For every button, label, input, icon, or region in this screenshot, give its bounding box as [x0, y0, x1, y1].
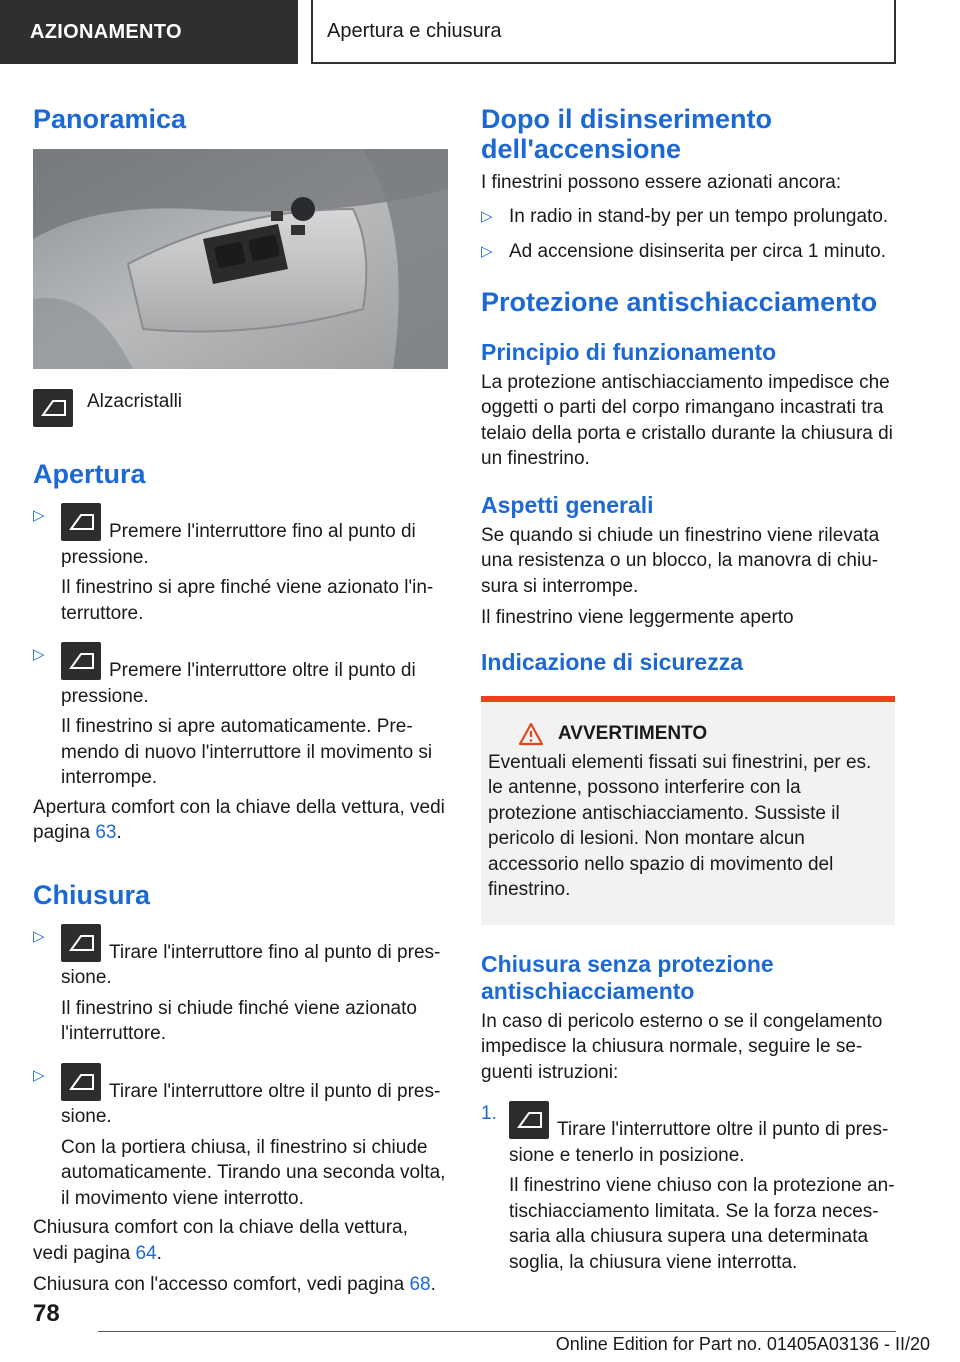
general-text-2: Il finestrino viene leggermente aperto	[481, 607, 794, 628]
general-heading: Aspetti generali	[481, 491, 654, 518]
page-number: 78	[33, 1300, 60, 1327]
after-ignition-heading: Dopo il disinserimento dell'accensione	[481, 104, 773, 164]
list-item	[33, 642, 448, 791]
list-item	[481, 1101, 895, 1275]
left-column	[33, 100, 448, 1298]
list-item: ▷ Ad accensione disinserita per circa 1 minuto.	[481, 239, 895, 265]
safety-heading: Indicazione di sicurezza	[481, 648, 744, 675]
warning-triangle-icon	[518, 722, 544, 746]
footer-edition: Online Edition for Part no. 01405A03136 - II/20	[555, 1334, 930, 1354]
triangle-bullet-icon: ▷	[481, 207, 493, 225]
list-item	[33, 503, 448, 626]
page-link-68[interactable]: 68	[409, 1274, 431, 1295]
window-switch-icon	[61, 1063, 101, 1101]
triangle-bullet-icon: ▷	[33, 507, 45, 524]
window-switch-photo	[33, 149, 448, 369]
section-tab: AZIONAMENTO	[0, 0, 298, 64]
window-switch-icon	[33, 389, 73, 427]
list-item: ▷ In radio in stand-by per un tempo prolungato.	[481, 204, 895, 230]
right-column	[481, 100, 895, 1275]
caption-text: Alzacristalli	[87, 391, 183, 412]
without-protection-heading: Chiusura senza protezione antischiacciamento	[481, 950, 774, 1004]
item-text: Tirare l'interruttore oltre il punto di pressione.	[61, 1080, 441, 1127]
window-switch-icon	[509, 1101, 549, 1139]
page-link-64[interactable]: 64	[135, 1242, 157, 1264]
chapter-tab: Apertura e chiusura	[311, 0, 896, 64]
item-subtext: Il finestrino si apre automaticamente. Premendo di nuovo l'interruttore il movimento si interrompe.	[61, 716, 433, 788]
opening-comfort-text: Apertura comfort con la chiave della vettura, vedi pagina 63.	[33, 796, 445, 843]
overview-heading: Panoramica	[33, 104, 187, 134]
step-number: 1.	[481, 1103, 497, 1124]
footer-divider	[98, 1331, 896, 1332]
closing-comfort-text: Chiusura comfort con la chiave della vettura, vedi pagina 64.	[33, 1217, 408, 1264]
principle-text: La protezione antischiacciamento impedisce che oggetti o parti del corpo rimangano incastrati tra telaio della porta e cristallo durante la chiusura di un finestrino.	[481, 371, 893, 469]
opening-heading: Apertura	[33, 459, 146, 489]
after-ignition-intro: I finestrini possono essere azionati ancora:	[481, 172, 842, 193]
item-text: Premere l'interruttore oltre il punto di pressione.	[61, 660, 416, 707]
anti-pinch-heading: Protezione antischiacciamento	[481, 286, 878, 317]
page-link-63[interactable]: 63	[95, 822, 117, 843]
step-subtext: Il finestrino viene chiuso con la protezione antischiacciamento limitata. Se la forza necessaria alla chiusura supera una determinata soglia, la chiusura viene interrotta.	[509, 1175, 895, 1273]
closing-heading: Chiusura	[33, 879, 151, 910]
general-text: Se quando si chiude un finestrino viene rilevata una resistenza o un blocco, la manovra di chiusura si interrompe.	[481, 524, 880, 597]
list-item	[33, 924, 448, 1047]
item-subtext: Il finestrino si chiude finché viene azionato l'interruttore.	[61, 997, 417, 1044]
window-switch-icon	[61, 503, 101, 541]
photo-caption	[33, 389, 448, 427]
closing-access-text: Chiusura con l'accesso comfort, vedi pagina 68.	[33, 1274, 436, 1295]
item-text: Tirare l'interruttore fino al punto di pressione.	[61, 941, 441, 988]
triangle-bullet-icon: ▷	[33, 1066, 45, 1084]
list-item	[33, 1063, 448, 1212]
triangle-bullet-icon: ▷	[481, 243, 493, 260]
step-text: Tirare l'interruttore oltre il punto di pressione e tenerlo in posizione.	[509, 1119, 889, 1166]
window-switch-icon	[61, 924, 101, 962]
triangle-bullet-icon: ▷	[33, 646, 45, 663]
item-text: Premere l'interruttore fino al punto di pressione.	[61, 521, 416, 568]
triangle-bullet-icon: ▷	[33, 927, 45, 945]
item-subtext: Il finestrino si apre finché viene azionato l'interruttore.	[61, 577, 434, 624]
principle-heading: Principio di funzionamento	[481, 338, 777, 365]
warning-box	[481, 696, 895, 925]
warning-title: AVVERTIMENTO	[518, 722, 887, 746]
item-subtext: Con la portiera chiusa, il finestrino si chiude automaticamente. Tirando una seconda volta, il movimento viene interrotto.	[61, 1136, 446, 1209]
warning-text: Eventuali elementi fissati sui finestrini, per es. le antenne, possono interferire con la protezione antischiacciamento. Sussiste il pericolo di lesioni. Non montare alcun accessorio nello spazio di movimento del finestrino.	[488, 751, 872, 900]
without-protection-intro: In caso di pericolo esterno o se il congelamento impedisce la chiusura normale, seguire le seguenti istruzioni:	[481, 1010, 883, 1083]
window-switch-icon	[61, 642, 101, 680]
